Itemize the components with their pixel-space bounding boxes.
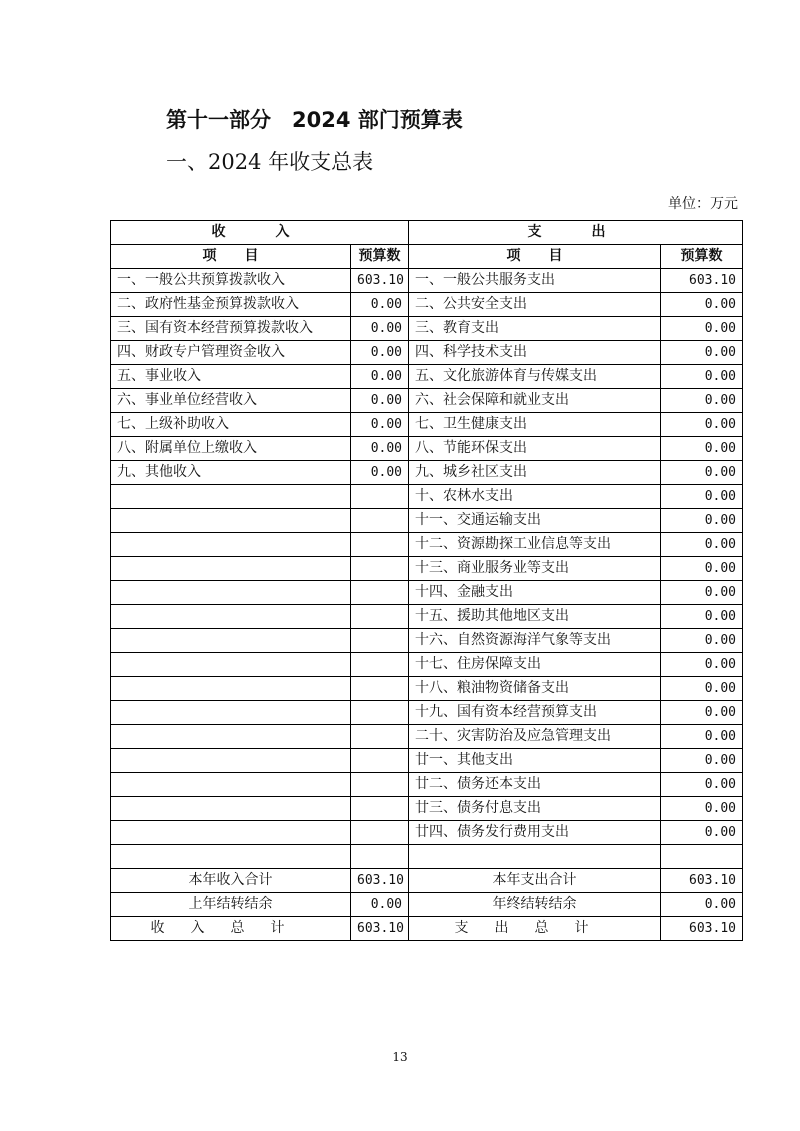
income-value-cell: 0.00 [351,365,409,389]
income-item-cell: 九、其他收入 [111,461,351,485]
income-item-cell: 三、国有资本经营预算拨款收入 [111,317,351,341]
income-value-cell [351,557,409,581]
income-item-cell [111,581,351,605]
expense-item-cell: 一、一般公共服务支出 [409,269,661,293]
income-budget-header: 预算数 [351,245,409,269]
expense-value-cell: 0.00 [661,317,743,341]
expense-item-cell: 九、城乡社区支出 [409,461,661,485]
income-item-cell [111,653,351,677]
expense-value-cell: 0.00 [661,773,743,797]
income-value-cell: 603.10 [351,269,409,293]
income-total-value: 603.10 [351,917,409,941]
income-item-cell [111,749,351,773]
income-value-cell: 0.00 [351,413,409,437]
expense-value-cell: 0.00 [661,365,743,389]
income-value-cell [351,581,409,605]
expense-item-cell: 廿二、债务还本支出 [409,773,661,797]
expense-value-cell: 0.00 [661,821,743,845]
expense-value-cell: 0.00 [661,557,743,581]
income-value-cell [351,485,409,509]
income-item-header: 项 目 [111,245,351,269]
table-row [111,845,743,869]
expense-item-cell: 十、农林水支出 [409,485,661,509]
table-row [111,413,743,437]
income-value-cell: 0.00 [351,437,409,461]
section-title: 一、2024 年收支总表 [166,150,374,174]
expense-value-cell: 0.00 [661,413,743,437]
expense-item-cell: 十二、资源勘探工业信息等支出 [409,533,661,557]
table-row [111,461,743,485]
expense-item-cell: 二、公共安全支出 [409,293,661,317]
income-item-cell [111,677,351,701]
expense-item-cell [409,845,661,869]
expense-value-cell: 0.00 [661,461,743,485]
income-value-cell [351,773,409,797]
income-item-cell [111,821,351,845]
table-row [111,749,743,773]
total-row [111,893,743,917]
expense-item-cell: 十一、交通运输支出 [409,509,661,533]
income-value-cell: 0.00 [351,461,409,485]
table-row [111,485,743,509]
income-item-cell [111,557,351,581]
income-value-cell: 0.00 [351,341,409,365]
income-value-cell: 0.00 [351,317,409,341]
table-row [111,341,743,365]
expense-value-cell: 0.00 [661,533,743,557]
expense-item-cell: 十七、住房保障支出 [409,653,661,677]
expense-item-cell: 廿四、债务发行费用支出 [409,821,661,845]
expense-item-cell: 廿三、债务付息支出 [409,797,661,821]
expense-total-value: 603.10 [661,917,743,941]
expense-value-cell: 0.00 [661,581,743,605]
expense-item-cell: 十五、援助其他地区支出 [409,605,661,629]
expense-value-cell: 0.00 [661,629,743,653]
income-value-cell [351,845,409,869]
table-row [111,581,743,605]
table-row [111,293,743,317]
expense-budget-header: 预算数 [661,245,743,269]
table-row [111,821,743,845]
unit-label: 单位：万元 [668,196,738,212]
expense-item-header: 项 目 [409,245,661,269]
income-item-cell [111,701,351,725]
expense-value-cell: 0.00 [661,509,743,533]
income-item-cell [111,797,351,821]
income-value-cell: 0.00 [351,389,409,413]
column-header-row [111,245,743,269]
income-value-cell [351,677,409,701]
expense-item-cell: 十四、金融支出 [409,581,661,605]
income-total-label: 上年结转结余 [111,893,351,917]
expense-value-cell: 603.10 [661,269,743,293]
income-item-cell [111,629,351,653]
income-value-cell [351,605,409,629]
expense-total-label: 本年支出合计 [409,869,661,893]
expense-value-cell: 0.00 [661,485,743,509]
expense-total-value: 603.10 [661,869,743,893]
expense-item-cell: 五、文化旅游体育与传媒支出 [409,365,661,389]
table-row [111,389,743,413]
income-item-cell: 六、事业单位经营收入 [111,389,351,413]
table-row [111,701,743,725]
expense-value-cell: 0.00 [661,797,743,821]
expense-total-label: 年终结转结余 [409,893,661,917]
income-total-label [111,917,351,941]
table-row [111,797,743,821]
income-group-header: 收 入 [111,221,409,245]
table-row [111,317,743,341]
income-item-cell: 八、附属单位上缴收入 [111,437,351,461]
income-item-cell [111,605,351,629]
expense-value-cell: 0.00 [661,293,743,317]
table-row [111,533,743,557]
expense-value-cell: 0.00 [661,725,743,749]
income-value-cell [351,629,409,653]
income-value-cell [351,653,409,677]
income-item-cell: 二、政府性基金预算拨款收入 [111,293,351,317]
income-item-cell [111,773,351,797]
income-total-value: 0.00 [351,893,409,917]
group-header-row [111,221,743,245]
income-total-label-text: 收入总计 [150,920,311,936]
expense-item-cell: 廿一、其他支出 [409,749,661,773]
income-item-cell [111,485,351,509]
income-item-cell: 一、一般公共预算拨款收入 [111,269,351,293]
income-item-cell [111,845,351,869]
total-row [111,917,743,941]
expense-item-cell: 十六、自然资源海洋气象等支出 [409,629,661,653]
table-row [111,557,743,581]
expense-value-cell: 0.00 [661,749,743,773]
income-item-cell [111,509,351,533]
expense-item-cell: 十九、国有资本经营预算支出 [409,701,661,725]
expense-value-cell [661,845,743,869]
expense-value-cell: 0.00 [661,605,743,629]
income-value-cell [351,701,409,725]
expense-item-cell: 十三、商业服务业等支出 [409,557,661,581]
expense-value-cell: 0.00 [661,437,743,461]
table-row [111,725,743,749]
expense-value-cell: 0.00 [661,389,743,413]
expense-group-header: 支 出 [409,221,743,245]
expense-value-cell: 0.00 [661,677,743,701]
budget-summary-table [110,220,743,941]
income-item-cell: 七、上级补助收入 [111,413,351,437]
income-item-cell [111,725,351,749]
expense-item-cell: 六、社会保障和就业支出 [409,389,661,413]
expense-item-cell: 七、卫生健康支出 [409,413,661,437]
income-value-cell [351,821,409,845]
income-item-cell [111,533,351,557]
table-row [111,677,743,701]
income-value-cell [351,533,409,557]
table-row [111,509,743,533]
expense-item-cell: 十八、粮油物资储备支出 [409,677,661,701]
income-value-cell: 0.00 [351,293,409,317]
expense-total-value: 0.00 [661,893,743,917]
income-value-cell [351,725,409,749]
expense-item-cell: 三、教育支出 [409,317,661,341]
income-total-value: 603.10 [351,869,409,893]
expense-item-cell: 四、科学技术支出 [409,341,661,365]
page-number: 13 [392,1050,408,1064]
expense-total-label-text: 支出总计 [454,920,615,936]
expense-value-cell: 0.00 [661,341,743,365]
table-row [111,269,743,293]
expense-item-cell: 八、节能环保支出 [409,437,661,461]
expense-item-cell: 二十、灾害防治及应急管理支出 [409,725,661,749]
table-row [111,365,743,389]
expense-value-cell: 0.00 [661,701,743,725]
table-row [111,773,743,797]
income-value-cell [351,509,409,533]
income-item-cell: 四、财政专户管理资金收入 [111,341,351,365]
table-row [111,437,743,461]
income-total-label: 本年收入合计 [111,869,351,893]
income-value-cell [351,797,409,821]
expense-total-label [409,917,661,941]
total-row [111,869,743,893]
expense-value-cell: 0.00 [661,653,743,677]
income-item-cell: 五、事业收入 [111,365,351,389]
table-row [111,605,743,629]
income-value-cell [351,749,409,773]
table-row [111,629,743,653]
part-title: 第十一部分 2024 部门预算表 [166,108,463,132]
table-row [111,653,743,677]
